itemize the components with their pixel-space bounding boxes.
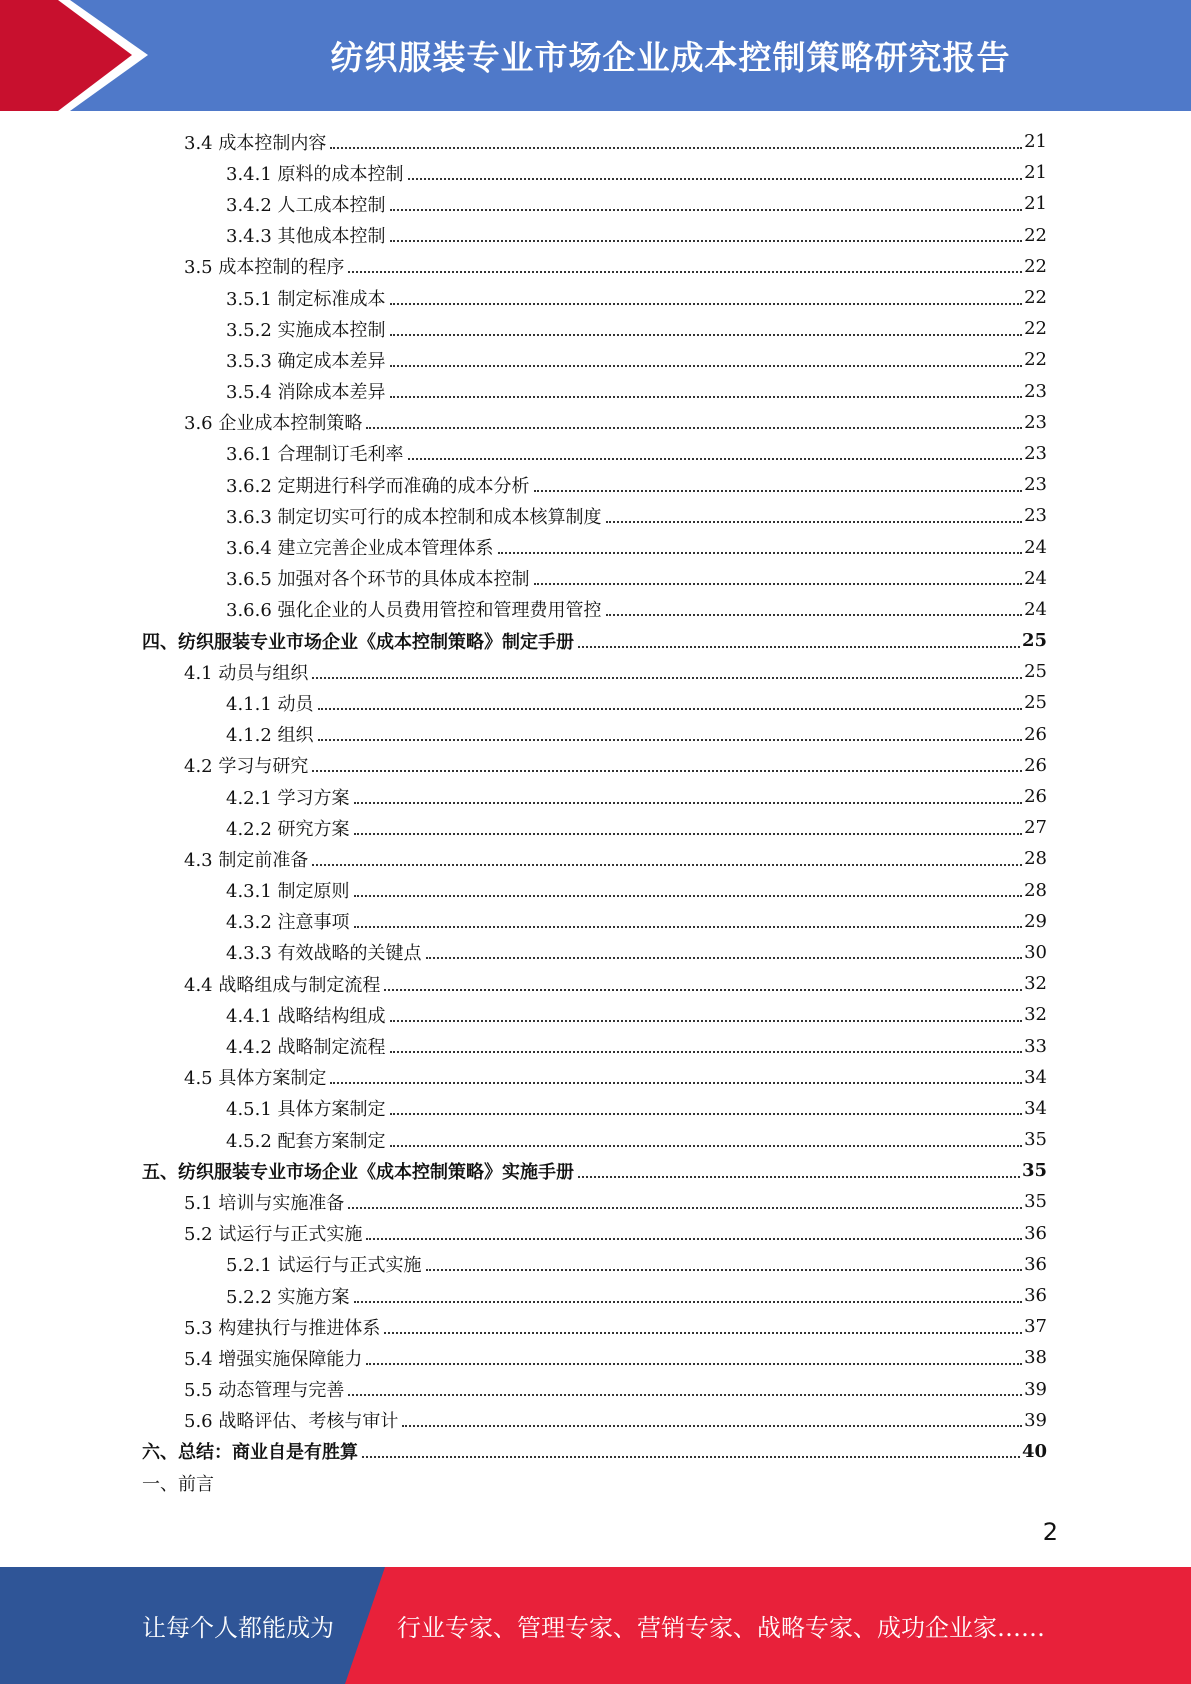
toc-entry-page: 26 [1024, 754, 1047, 776]
toc-dot-leader [534, 490, 1023, 492]
toc-entry-label: 4.5.2 配套方案制定 [226, 1130, 386, 1152]
toc-entry-page: 21 [1024, 162, 1047, 184]
toc-entry-label: 3.5.4 消除成本差异 [226, 382, 386, 404]
toc-entry-page: 28 [1024, 848, 1047, 870]
toc-entry-label: 一、前言 [142, 1473, 214, 1495]
toc-entry-label: 3.4 成本控制内容 [184, 132, 327, 154]
toc-entry[interactable] [184, 656, 1047, 687]
toc-entry[interactable] [184, 251, 1047, 282]
toc-entry[interactable] [226, 999, 1047, 1030]
toc-entry[interactable] [226, 1249, 1047, 1280]
toc-entry-label: 3.5 成本控制的程序 [184, 257, 345, 279]
toc-entry-label: 3.4.2 人工成本控制 [226, 194, 386, 216]
toc-entry-label: 3.6.3 制定切实可行的成本控制和成本核算制度 [226, 506, 602, 528]
toc-entry-page: 39 [1024, 1409, 1047, 1431]
toc-entry-page: 30 [1024, 941, 1047, 963]
toc-entry-label: 4.3.1 制定原则 [226, 881, 350, 903]
toc-entry-page: 22 [1024, 287, 1047, 309]
toc-entry-label: 3.5.2 实施成本控制 [226, 319, 386, 341]
toc-entry-label: 3.5.3 确定成本差异 [226, 350, 386, 372]
toc-dot-leader [408, 458, 1023, 460]
toc-entry-label: 4.1.2 组织 [226, 725, 314, 747]
toc-entry-label: 四、纺织服装专业市场企业《成本控制策略》制定手册 [142, 631, 574, 653]
toc-dot-leader [354, 1301, 1023, 1303]
toc-entry-label: 3.5.1 制定标准成本 [226, 288, 386, 310]
toc-dot-leader [578, 1176, 1020, 1178]
toc-dot-leader [330, 147, 1022, 149]
toc-dot-leader [426, 957, 1023, 959]
toc-entry-label: 4.3.3 有效战略的关键点 [226, 943, 422, 965]
toc-entry-page: 26 [1024, 786, 1047, 808]
toc-dot-leader [408, 178, 1023, 180]
toc-dot-leader [390, 1020, 1023, 1022]
footer-slogan-left: 让每个人都能成为 [142, 1614, 334, 1642]
toc-entry[interactable] [226, 500, 1047, 531]
toc-entry[interactable] [226, 1124, 1047, 1155]
toc-dot-leader [390, 1051, 1023, 1053]
toc-dot-leader [390, 1113, 1023, 1115]
toc-entry-page: 34 [1024, 1097, 1047, 1119]
toc-entry-label: 4.4.2 战略制定流程 [226, 1037, 386, 1059]
toc-dot-leader [390, 396, 1023, 398]
toc-dot-leader [330, 1082, 1022, 1084]
toc-entry-label: 3.6 企业成本控制策略 [184, 413, 363, 435]
toc-dot-leader [534, 583, 1023, 585]
toc-dot-leader [354, 833, 1023, 835]
toc-entry[interactable] [226, 344, 1047, 375]
toc-entry[interactable] [226, 781, 1047, 812]
toc-entry[interactable] [226, 531, 1047, 562]
toc-entry-label: 4.3.2 注意事项 [226, 912, 350, 934]
toc-entry-page: 35 [1024, 1129, 1047, 1151]
toc-entry[interactable] [184, 407, 1047, 438]
toc-entry-label: 4.4.1 战略结构组成 [226, 1005, 386, 1027]
toc-entry-label: 5.3 构建执行与推进体系 [184, 1317, 381, 1339]
toc-entry-page: 22 [1024, 318, 1047, 340]
toc-dot-leader [606, 614, 1023, 616]
toc-dot-leader [402, 1425, 1022, 1427]
toc-entry-label: 3.6.6 强化企业的人员费用管控和管理费用管控 [226, 600, 602, 622]
toc-entry-page: 22 [1024, 255, 1047, 277]
toc-entry-label: 五、纺织服装专业市场企业《成本控制策略》实施手册 [142, 1161, 574, 1183]
toc-entry-label: 4.3 制定前准备 [184, 849, 309, 871]
toc-entry-label: 4.1 动员与组织 [184, 662, 309, 684]
toc-dot-leader [348, 271, 1022, 273]
toc-dot-leader [312, 864, 1022, 866]
toc-dot-leader [366, 1363, 1022, 1365]
toc-entry-page: 21 [1024, 131, 1047, 153]
toc-dot-leader [384, 989, 1022, 991]
toc-entry-page: 32 [1024, 973, 1047, 995]
toc-entry-label: 4.5.1 具体方案制定 [226, 1099, 386, 1121]
toc-dot-leader [366, 1238, 1022, 1240]
toc-entry[interactable] [142, 1155, 1047, 1186]
toc-entry[interactable] [184, 1218, 1047, 1249]
toc-entry-page: 37 [1024, 1316, 1047, 1338]
page-title: 纺织服装专业市场企业成本控制策略研究报告 [330, 38, 1011, 77]
toc-entry-label: 4.2.2 研究方案 [226, 818, 350, 840]
toc-entry-page: 34 [1024, 1066, 1047, 1088]
toc-entry[interactable] [142, 1467, 1047, 1498]
toc-entry[interactable] [184, 843, 1047, 874]
toc-entry-page: 32 [1024, 1004, 1047, 1026]
toc-dot-leader [318, 708, 1023, 710]
toc-entry-page: 24 [1024, 536, 1047, 558]
toc-entry-label: 4.2.1 学习方案 [226, 787, 350, 809]
toc-dot-leader [390, 240, 1023, 242]
toc-entry[interactable] [226, 719, 1047, 750]
table-of-contents [0, 126, 1191, 1498]
toc-dot-leader [354, 926, 1023, 928]
toc-entry[interactable] [226, 1030, 1047, 1061]
toc-entry[interactable] [184, 1342, 1047, 1373]
toc-entry-label: 4.5 具体方案制定 [184, 1068, 327, 1090]
toc-entry-page: 39 [1024, 1378, 1047, 1400]
toc-entry-label: 3.6.2 定期进行科学而准确的成本分析 [226, 475, 530, 497]
toc-dot-leader [498, 552, 1023, 554]
toc-entry[interactable] [226, 220, 1047, 251]
toc-dot-leader [390, 209, 1023, 211]
red-arrow-icon [0, 0, 160, 111]
toc-entry-page: 22 [1024, 349, 1047, 371]
toc-entry[interactable] [226, 563, 1047, 594]
toc-entry-label: 4.1.1 动员 [226, 693, 314, 715]
toc-entry-label: 六、总结：商业自是有胜算 [142, 1442, 358, 1464]
toc-dot-leader [366, 427, 1022, 429]
toc-entry-page: 33 [1024, 1035, 1047, 1057]
toc-dot-leader [362, 1456, 1020, 1458]
toc-entry[interactable] [184, 1062, 1047, 1093]
toc-entry-label: 4.4 战略组成与制定流程 [184, 974, 381, 996]
toc-entry-page: 38 [1024, 1347, 1047, 1369]
toc-dot-leader [312, 677, 1022, 679]
toc-dot-leader [606, 521, 1023, 523]
toc-entry[interactable] [226, 188, 1047, 219]
toc-entry[interactable] [226, 906, 1047, 937]
toc-entry-page: 25 [1024, 661, 1047, 683]
toc-dot-leader [384, 1332, 1022, 1334]
toc-entry[interactable] [184, 968, 1047, 999]
toc-entry-page: 23 [1024, 474, 1047, 496]
footer-band [0, 1567, 1191, 1684]
toc-dot-leader [390, 334, 1023, 336]
toc-entry-page: 36 [1024, 1253, 1047, 1275]
toc-entry[interactable] [226, 438, 1047, 469]
toc-dot-leader [390, 303, 1023, 305]
toc-entry[interactable] [184, 1186, 1047, 1217]
toc-dot-leader [318, 739, 1023, 741]
toc-entry-label: 3.6.5 加强对各个环节的具体成本控制 [226, 569, 530, 591]
toc-entry-page: 26 [1024, 723, 1047, 745]
toc-entry-page: 35 [1021, 1160, 1047, 1182]
toc-dot-leader [348, 1207, 1022, 1209]
toc-dot-leader [348, 1394, 1022, 1396]
toc-entry-label: 5.2.1 试运行与正式实施 [226, 1255, 422, 1277]
toc-entry-page: 28 [1024, 879, 1047, 901]
toc-entry-label: 5.2.2 实施方案 [226, 1286, 350, 1308]
toc-entry-label: 3.6.1 合理制订毛利率 [226, 444, 404, 466]
toc-entry[interactable] [184, 1311, 1047, 1342]
toc-entry-label: 3.4.3 其他成本控制 [226, 226, 386, 248]
toc-entry[interactable] [226, 1280, 1047, 1311]
toc-entry-page: 21 [1024, 193, 1047, 215]
toc-entry[interactable] [184, 126, 1047, 157]
toc-entry-page: 25 [1024, 692, 1047, 714]
toc-dot-leader [354, 895, 1023, 897]
toc-entry-label: 3.6.4 建立完善企业成本管理体系 [226, 538, 494, 560]
toc-entry[interactable] [142, 1436, 1047, 1467]
toc-entry-page: 35 [1024, 1191, 1047, 1213]
toc-entry[interactable] [226, 937, 1047, 968]
toc-dot-leader [354, 802, 1023, 804]
toc-entry-page: 24 [1024, 598, 1047, 620]
toc-entry[interactable] [226, 812, 1047, 843]
toc-entry[interactable] [226, 469, 1047, 500]
toc-entry-label: 4.2 学习与研究 [184, 756, 309, 778]
toc-entry[interactable] [184, 1374, 1047, 1405]
toc-entry-page: 23 [1024, 380, 1047, 402]
toc-entry[interactable] [226, 313, 1047, 344]
footer-slogan-right: 行业专家、管理专家、营销专家、战略专家、成功企业家…… [397, 1614, 1045, 1642]
toc-entry-page: 36 [1024, 1285, 1047, 1307]
toc-dot-leader [312, 770, 1022, 772]
toc-entry-label: 3.4.1 原料的成本控制 [226, 163, 404, 185]
toc-entry-label: 5.2 试运行与正式实施 [184, 1224, 363, 1246]
header-band [0, 0, 1191, 111]
toc-entry[interactable] [226, 376, 1047, 407]
toc-entry[interactable] [226, 282, 1047, 313]
toc-entry-page: 40 [1021, 1440, 1047, 1462]
toc-entry[interactable] [226, 1093, 1047, 1124]
toc-dot-leader [426, 1269, 1023, 1271]
toc-entry[interactable] [226, 687, 1047, 718]
toc-entry-page: 23 [1024, 442, 1047, 464]
toc-entry-page: 23 [1024, 411, 1047, 433]
toc-entry[interactable] [226, 875, 1047, 906]
toc-entry-page: 24 [1024, 567, 1047, 589]
toc-dot-leader [578, 646, 1020, 648]
toc-entry[interactable] [226, 157, 1047, 188]
page-number: 2 [1042, 1518, 1058, 1546]
toc-entry[interactable] [184, 750, 1047, 781]
toc-entry-page: 25 [1021, 630, 1047, 652]
toc-entry[interactable] [184, 1405, 1047, 1436]
toc-entry[interactable] [226, 594, 1047, 625]
toc-entry-label: 5.6 战略评估、考核与审计 [184, 1411, 399, 1433]
toc-entry-page: 23 [1024, 505, 1047, 527]
toc-entry[interactable] [142, 625, 1047, 656]
toc-entry-page: 22 [1024, 224, 1047, 246]
toc-entry-label: 5.1 培训与实施准备 [184, 1192, 345, 1214]
toc-dot-leader [390, 365, 1023, 367]
toc-entry-label: 5.5 动态管理与完善 [184, 1380, 345, 1402]
toc-dot-leader [390, 1145, 1023, 1147]
toc-entry-page: 27 [1024, 817, 1047, 839]
toc-entry-label: 5.4 增强实施保障能力 [184, 1348, 363, 1370]
toc-entry-page: 36 [1024, 1222, 1047, 1244]
toc-entry-page: 29 [1024, 910, 1047, 932]
